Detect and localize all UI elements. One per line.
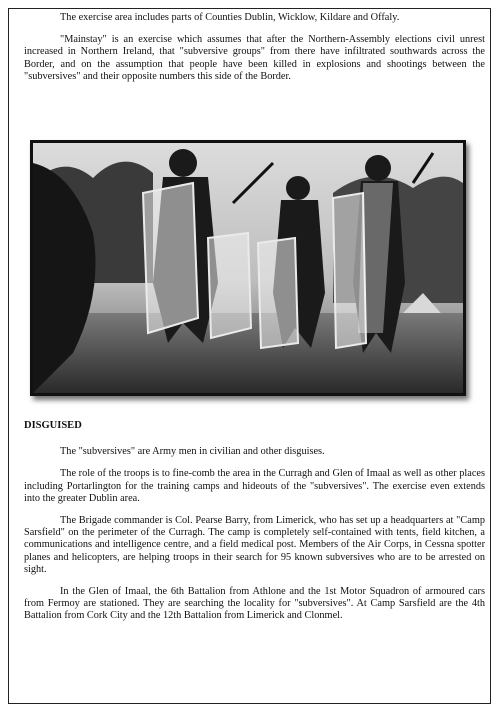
section-paragraph-2: The role of the troops is to fine-comb the area in the Curragh and Glen of Imaal as well as other places including Portarlington for the training camps and hideouts of the "subversives". The exercise even extends into the greater Dublin area.	[24, 468, 485, 504]
intro-text	[24, 12, 485, 93]
section-paragraph-4: In the Glen of Imaal, the 6th Battalion from Athlone and the 1st Motor Squadron of armoured cars from Fermoy are stationed. They are searching the locality for "subversives". At Camp Sarsfield are the 4th Battalion from Cork City and the 12th Battalion from Limerick and Clonmel.	[24, 586, 485, 622]
article-section	[24, 420, 485, 633]
section-heading: DISGUISED	[24, 420, 82, 431]
photo-riot-troops-icon	[33, 143, 463, 393]
news-photo	[30, 140, 466, 396]
intro-paragraph-2: "Mainstay" is an exercise which assumes that after the Northern-Assembly elections civil unrest increased in Northern Ireland, that "subversive groups" from there have infiltrated southwards across the Border, and on the assumption that people have been killed in explosions and shootings between the "subversives" and their opposite numbers this side of the Border.	[24, 34, 485, 82]
section-paragraph-3: The Brigade commander is Col. Pearse Barry, from Limerick, who has set up a headquarters at "Camp Sarsfield" on the perimeter of the Curragh. The camp is completely self-contained with tents, field kitchen, a communications and intelligence centre, and a field medical post. Members of the Air Corps, in Cessna spotter planes and helicopters, are helping troops in their search for 95 known subversives who are to be arrested on sight.	[24, 515, 485, 575]
section-paragraph-1: The "subversives" are Army men in civilian and other disguises.	[60, 446, 325, 458]
intro-paragraph-1: The exercise area includes parts of Counties Dublin, Wicklow, Kildare and Offaly.	[60, 12, 400, 23]
